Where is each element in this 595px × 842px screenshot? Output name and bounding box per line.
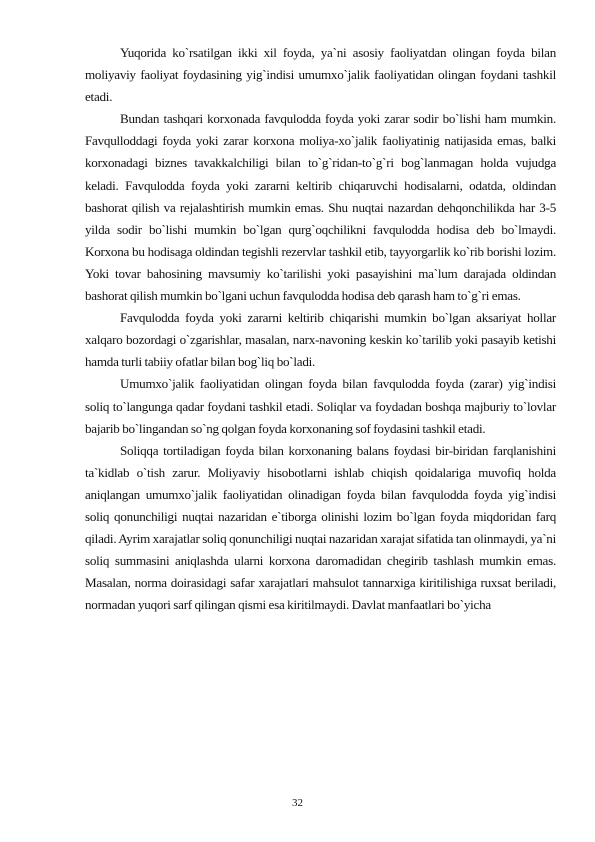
paragraph-3: Favqulodda foyda yoki zararni keltirib chiqarishi mumkin bo`lgan aksariyat hollar xalqaro bozordagi o`zgarishlar, masalan, narx-navoning keskin ko`tarilib yoki pasayib ketishi hamda turli tabiiy ofatlar bilan bog`liq bo`ladi. bbox=[85, 310, 556, 370]
page-number: 32 bbox=[292, 797, 303, 809]
paragraph-1: Yuqorida ko`rsatilgan ikki xil foyda, ya`ni asosiy faoliyatdan olingan foyda bilan moliyaviy faoliyat foydasining yig`indisi umumxo`jalik faoliyatidan olingan foydani tashkil etadi. bbox=[85, 45, 556, 105]
document-body bbox=[85, 42, 556, 616]
paragraph-2: Bundan tashqari korxonada favqulodda foyda yoki zarar sodir bo`lishi ham mumkin. Favqulloddagi foyda yoki zarar korxona moliya-xo`jalik faoliyatinig natijasida emas, balki korxonadagi biznes tavakkalchiligi bilan to`g`ridan-to`g`ri bog`lanmagan holda vujudga keladi. Favqulodda foyda yoki zararni keltirib chiqaruvchi hodisalarni, odatda, oldindan bashorat qilish va rejalashtirish mumkin emas. Shu nuqtai nazardan dehqonchilikda har 3-5 yilda sodir bo`lishi mumkin bo`lgan qurg`oqchilikni favqulodda hodisa deb bo`lmaydi. Korxona bu hodisaga oldindan tegishli rezervlar tashkil etib, tayyorgarlik ko`rib borishi lozim. Yoki tovar bahosining mavsumiy ko`tarilishi yoki pasayishini ma`lum darajada oldindan bashorat qilish mumkin bo`lgani uchun favqulodda hodisa deb qarash ham to`g`ri emas. bbox=[85, 111, 556, 304]
paragraph-5: Soliqqa tortiladigan foyda bilan korxonaning balans foydasi bir-biridan farqlanishini ta`kidlab o`tish zarur. Moliyaviy hisobotlarni ishlab chiqish qoidalariga muvofiq holda aniqlangan umumxo`jalik faoliyatidan olinadigan foyda bilan favqulodda foyda yig`indisi soliq qonunchiligi nuqtai nazaridan e`tiborga olinishi lozim bo`lgan foyda miqdoridan farq qiladi. Ayrim xarajatlar soliq qonunchiligi nuqtai nazaridan xarajat sifatida tan olinmaydi, ya`ni soliq summasini aniqlashda ularni korxona daromadidan chegirib tashlash mumkin emas. Masalan, norma doirasidagi safar xarajatlari mahsulot tannarxiga kiritilishiga ruxsat beriladi, normadan yuqori sarf qilingan qismi esa kiritilmaydi. Davlat manfaatlari bo`yicha bbox=[85, 442, 556, 613]
paragraph-4: Umumxo`jalik faoliyatidan olingan foyda bilan favqulodda foyda (zarar) yig`indisi soliq to`langunga qadar foydani tashkil etadi. Soliqlar va foydadan boshqa majburiy to`lovlar bajarib bo`lingandan so`ng qolgan foyda korxonaning sof foydasini tashkil etadi. bbox=[85, 376, 556, 436]
